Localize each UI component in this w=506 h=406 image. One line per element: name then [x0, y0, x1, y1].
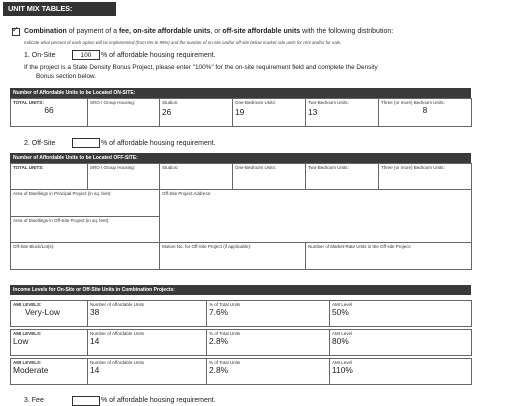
intro-fee-text: fee, on-site affordable units: [118, 28, 211, 35]
offsite-table-heading: Number of Affordable Units to be Located OFF-SITE:: [10, 153, 471, 163]
ami-cell[interactable]: [11, 301, 88, 327]
off-col-sro-label: SRO / Group Housing:: [90, 165, 136, 170]
ami-label: AMI LEVELS:: [13, 331, 42, 336]
offsite-total-cell[interactable]: [11, 164, 88, 190]
col-studio-label: Studios:: [162, 100, 179, 105]
off-col-total-label: TOTAL UNITS:: [13, 165, 44, 170]
onsite-2br-value: 13: [308, 107, 318, 117]
offsite-1br-cell[interactable]: [233, 164, 306, 190]
fee-suffix: % of affordable housing requirement.: [101, 397, 216, 404]
offsite-address-cell[interactable]: [160, 190, 472, 243]
pct-label: % of Total Units: [209, 331, 241, 336]
fee-label: 3. Fee: [24, 397, 44, 404]
density-note-2: Bonus section below.: [36, 73, 97, 80]
off-col-1br-label: One-Bedroom Units:: [235, 165, 277, 170]
offsite-percent-input[interactable]: [72, 138, 100, 148]
motion-no-cell[interactable]: [160, 243, 306, 270]
onsite-studio-value: 26: [162, 107, 172, 117]
area-offsite-label: Area of Dwellings in Off-Site Project (in sq. feet):: [13, 218, 110, 223]
motion-no-label: Motion No. for Off-Site Project (if applicable):: [162, 244, 252, 249]
col-sro-label: SRO / Group Housing:: [90, 100, 136, 105]
onsite-percent-input[interactable]: 100: [72, 50, 100, 60]
col-2br-label: Two-Bedroom Units:: [308, 100, 349, 105]
num-cell[interactable]: [88, 330, 207, 356]
income-row-2: [10, 329, 472, 356]
offsite-table: [10, 163, 472, 270]
fee-percent-input[interactable]: [72, 396, 100, 406]
intro-text-3: with the following distribution:: [300, 28, 394, 35]
col-total-label: TOTAL UNITS:: [13, 100, 44, 105]
intro-text-1: of payment of a: [66, 28, 119, 35]
ami-value: Low: [13, 336, 29, 346]
onsite-1br-cell[interactable]: [233, 99, 306, 127]
onsite-sro-cell[interactable]: [88, 99, 160, 127]
onsite-suffix: % of affordable housing requirement.: [101, 52, 216, 59]
combination-checkbox[interactable]: [12, 28, 20, 36]
offsite-block-row: [11, 243, 472, 270]
offsite-studio-cell[interactable]: [160, 164, 233, 190]
num-cell[interactable]: [88, 301, 207, 327]
income-table-heading: Income Levels for On-Site or Off-Site Units in Combination Projects:: [10, 285, 471, 295]
offsite-units-row: [11, 164, 472, 190]
onsite-row: [11, 99, 472, 127]
density-note-1: If the project is a State Density Bonus Project, please enter "100%" for the on-site requirement field and complete the Density: [24, 64, 378, 71]
pct-value: 2.8%: [209, 365, 229, 375]
pct-cell[interactable]: [207, 359, 330, 385]
level-label: AMI Level: [332, 360, 353, 365]
num-label: Number of Affordable Units: [90, 360, 144, 365]
ami-cell[interactable]: [11, 330, 88, 356]
level-value: 50%: [332, 307, 349, 317]
ami-label: AMI LEVELS:: [13, 302, 42, 307]
combination-intro: [24, 28, 393, 35]
onsite-studio-cell[interactable]: [160, 99, 233, 127]
page-title: UNIT MIX TABLES: CONTINUED: [3, 2, 116, 16]
block-lot-label: Off-Site Block/Lot(s):: [13, 244, 55, 249]
level-value: 80%: [332, 336, 349, 346]
col-3br-label: Three (or more) Bedroom Units:: [381, 100, 445, 105]
intro-text-2: , or: [210, 28, 223, 35]
offsite-sro-cell[interactable]: [88, 164, 160, 190]
instruction-note: Indicate what percent of each option will be implemented (from 0% to 99%) and the number of on-site and/or off-site below market rate units for rent and/or for sale.: [24, 40, 342, 45]
offsite-suffix: % of affordable housing requirement.: [101, 140, 216, 147]
off-col-studio-label: Studios:: [162, 165, 179, 170]
level-label: AMI Level: [332, 302, 353, 307]
offsite-area-row: [11, 190, 472, 217]
offsite-2br-cell[interactable]: [306, 164, 379, 190]
num-label: Number of Affordable Units: [90, 302, 144, 307]
num-value: 14: [90, 365, 100, 375]
area-offsite-cell[interactable]: [11, 217, 160, 243]
level-label: AMI Level: [332, 331, 353, 336]
num-value: 38: [90, 307, 100, 317]
onsite-table-heading: Number of Affordable Units to be Located ON-SITE:: [10, 88, 471, 98]
intro-offsite-text: off-site affordable units: [222, 28, 301, 35]
ami-label: AMI LEVELS:: [13, 360, 42, 365]
pct-label: % of Total Units: [209, 302, 241, 307]
col-1br-label: One-Bedroom Units:: [235, 100, 277, 105]
onsite-1br-value: 19: [235, 107, 245, 117]
pct-cell[interactable]: [207, 330, 330, 356]
pct-value: 2.8%: [209, 336, 229, 346]
level-cell[interactable]: [330, 359, 472, 385]
onsite-2br-cell[interactable]: [306, 99, 379, 127]
area-principal-label: Area of Dwellings in Principal Project (in sq. feet):: [13, 191, 112, 196]
onsite-3br-value: 8: [422, 105, 428, 115]
income-row-1: [10, 300, 472, 327]
num-label: Number of Affordable Units: [90, 331, 144, 336]
level-cell[interactable]: [330, 301, 472, 327]
off-col-2br-label: Two-Bedroom Units:: [308, 165, 349, 170]
ami-value: Moderate: [13, 365, 49, 375]
onsite-3br-cell[interactable]: [379, 99, 472, 127]
offsite-3br-cell[interactable]: [379, 164, 472, 190]
pct-cell[interactable]: [207, 301, 330, 327]
pct-value: 7.6%: [209, 307, 229, 317]
area-principal-cell[interactable]: [11, 190, 160, 217]
pct-label: % of Total Units: [209, 360, 241, 365]
onsite-label: 1. On-Site: [24, 52, 56, 59]
ami-cell[interactable]: [11, 359, 88, 385]
market-rate-cell[interactable]: [306, 243, 472, 270]
off-col-3br-label: Three (or more) Bedroom Units:: [381, 165, 445, 170]
onsite-total-value: 66: [44, 105, 54, 115]
level-value: 110%: [332, 365, 353, 375]
onsite-table: [10, 98, 472, 127]
block-lot-cell[interactable]: [11, 243, 160, 270]
offsite-label: 2. Off-Site: [24, 140, 56, 147]
combination-label: Combination: [24, 28, 67, 35]
num-cell[interactable]: [88, 359, 207, 385]
income-row-3: [10, 358, 472, 385]
level-cell[interactable]: [330, 330, 472, 356]
market-rate-label: Number of Market-Rate Units in the Off-site Project:: [308, 244, 411, 249]
onsite-total-cell[interactable]: [11, 99, 88, 127]
ami-value: Very-Low: [25, 307, 60, 317]
num-value: 14: [90, 336, 100, 346]
offsite-address-label: Off-Site Project Address:: [162, 191, 212, 196]
